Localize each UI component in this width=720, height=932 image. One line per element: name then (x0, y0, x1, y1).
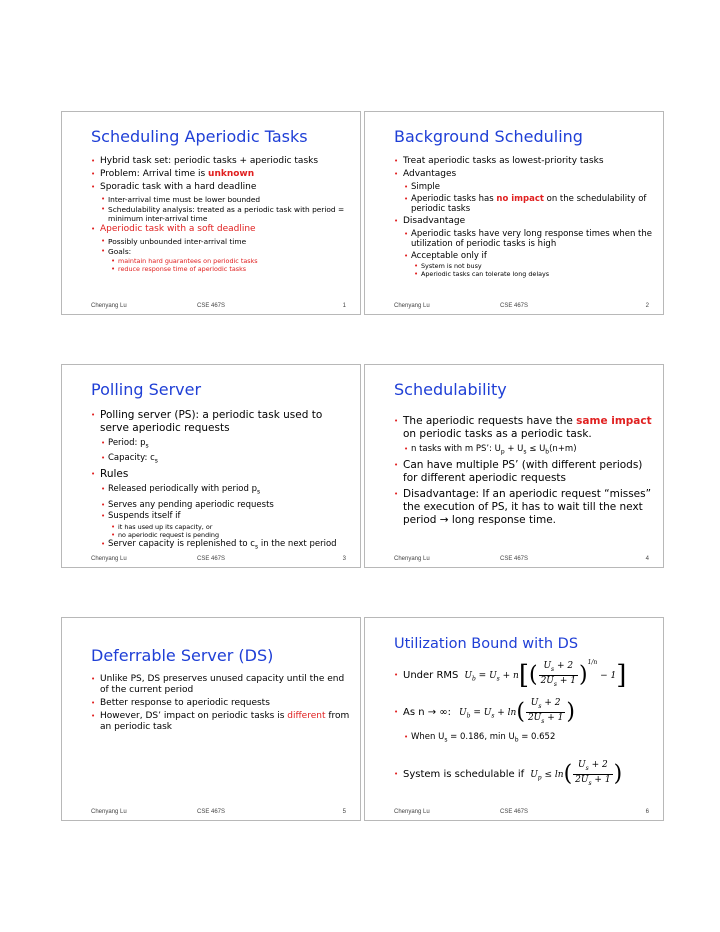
bullet: • Unlike PS, DS preserves unused capacity until the end of the current period (91, 674, 354, 696)
slide-body (394, 415, 657, 530)
bullet: • Polling server (PS): a periodic task used to serve aperiodic requests (91, 409, 354, 435)
rms-bound-equation: $U_b = U_s + n$[( $\frac{U_s + 2}{2U_s + 1}$ )$^{1/n}$ − 1] (464, 658, 627, 690)
sub-bullet: • Aperiodic tasks has no impact on the schedulability of periodic tasks (404, 194, 657, 215)
sub-bullet: • Suspends itself if (101, 511, 354, 522)
sub-bullet: • Schedulability analysis: treated as a periodic task with period = minimum inter-arrival time (101, 205, 354, 223)
slide-body (91, 409, 354, 554)
schedulability-condition-equation: $U_p \le \ln$( $\frac{U_s + 2}{2U_s + 1}$ ) (530, 759, 623, 787)
sub-bullet: • Period: $p_s$ (101, 438, 354, 452)
sub-sub-bullet: • Aperiodic tasks can tolerate long delays (414, 270, 657, 278)
slide-body (394, 156, 657, 278)
slide-body (91, 156, 354, 273)
slide-2: Background Scheduling • Treat aperiodic tasks as lowest-priority tasks • Advantages • Simple • Aperiodic tasks has no impact on the schedulability of periodic tasks • Disadvantage • Aperiodic tasks have very long response times when the utilization of periodic tasks is high • Acceptable only if • System is not busy • Aperiodic tasks can tolerate long delays Chenyang Lu CSE 467S 2 (364, 111, 664, 315)
sub-bullet: • Serves any pending aperiodic requests (101, 500, 354, 511)
sub-sub-bullet: • System is not busy (414, 262, 657, 270)
bullet: • Aperiodic task with a soft deadline (91, 224, 354, 235)
slide-title: Scheduling Aperiodic Tasks (91, 127, 308, 146)
sub-bullet: • Possibly unbounded inter-arrival time (101, 237, 354, 246)
sub-bullet: • Aperiodic tasks have very long response times when the utilization of periodic tasks is high (404, 229, 657, 250)
bullet: • System is schedulable if $U_p \le \ln$( $\frac{U_s + 2}{2U_s + 1}$ ) (394, 758, 657, 790)
bullet: • As n → ∞: $U_b = U_s + \ln$( $\frac{U_s + 2}{2U_s + 1}$ ) (394, 696, 657, 728)
slide-title: Deferrable Server (DS) (91, 646, 274, 665)
slide-title: Polling Server (91, 380, 202, 399)
sub-bullet: • Inter-arrival time must be lower bounded (101, 195, 354, 204)
sub-bullet: • Simple (404, 182, 657, 193)
sub-bullet: • Acceptable only if (404, 251, 657, 262)
sub-sub-bullet: • reduce response time of aperiodic tasks (111, 265, 354, 273)
bullet: • Sporadic task with a hard deadline (91, 182, 354, 193)
slide-3: Polling Server • Polling server (PS): a periodic task used to serve aperiodic requests • Period: $p_s$ • Capacity: $c_s$ • Rules • Released periodically with period $p_s$ • Serves any pending aperiodic requests • Suspends itself if • it has used up its capacity, or • no aperiodic request is pending • Server capacity is replenished to $c_s$ in the next period Chenyang Lu CSE 467S 3 (61, 364, 361, 568)
sub-bullet: • n tasks with m PS’: $U_p + U_s \le U_b(n+m)$ (404, 444, 657, 458)
limit-bound-equation: $U_b = U_s + \ln$( $\frac{U_s + 2}{2U_s + 1}$ ) (459, 697, 575, 725)
sub-sub-bullet: • no aperiodic request is pending (111, 531, 354, 539)
bullet: • The aperiodic requests have the same impact on periodic tasks as a periodic task. (394, 415, 657, 441)
slide-title: Schedulability (394, 380, 507, 399)
bullet: • Treat aperiodic tasks as lowest-priority tasks (394, 156, 657, 167)
bullet: • Advantages (394, 169, 657, 180)
sub-sub-bullet: • maintain hard guarantees on periodic tasks (111, 257, 354, 265)
slide-body (91, 674, 354, 735)
sub-sub-bullet: • it has used up its capacity, or (111, 523, 354, 531)
slide-5: Deferrable Server (DS) • Unlike PS, DS preserves unused capacity until the end of the current period • Better response to aperiodic requests • However, DS’ impact on periodic tasks is different from an periodic task Chenyang Lu CSE 467S 5 (61, 617, 361, 821)
bullet: • However, DS’ impact on periodic tasks is different from an periodic task (91, 711, 354, 733)
bullet: • Under RMS $U_b = U_s + n$[( $\frac{U_s + 2}{2U_s + 1}$ )$^{1/n}$ − 1] (394, 658, 657, 692)
sub-bullet: • Server capacity is replenished to $c_s$ in the next period (101, 539, 354, 553)
slide-4: Schedulability • The aperiodic requests have the same impact on periodic tasks as a periodic task. • n tasks with m PS’: $U_p + U_s \le U_b(n+m)$ • Can have multiple PS’ (with different periods) for different aperiodic requests • Disadvantage: If an aperiodic request “misses” the execution of PS, it has to wait till the next period → long response time. Chenyang Lu CSE 467S 4 (364, 364, 664, 568)
slide-body (394, 658, 657, 792)
bullet: • Disadvantage (394, 216, 657, 227)
sub-bullet: • When $U_s = 0.186$, $\min U_b = 0.652$ (404, 732, 657, 746)
sub-bullet: • Released periodically with period $p_s$ (101, 484, 354, 498)
bullet: • Hybrid task set: periodic tasks + aperiodic tasks (91, 156, 354, 167)
slide-title: Utilization Bound with DS (394, 636, 579, 652)
slide-1: Scheduling Aperiodic Tasks • Hybrid task set: periodic tasks + aperiodic tasks • Problem: Arrival time is unknown • Sporadic task with a hard deadline • Inter-arrival time must be lower bounded • Schedulability analysis: treated as a periodic task with period = minimum inter-arrival time • Aperiodic task with a soft deadline • Possibly unbounded inter-arrival time • Goals: • maintain hard guarantees on periodic tasks • reduce response time of aperiodic tasks Chenyang Lu CSE 467S 1 (61, 111, 361, 315)
sub-bullet: • Capacity: $c_s$ (101, 453, 354, 467)
sub-bullet: • Goals: (101, 247, 354, 256)
slide-title: Background Scheduling (394, 127, 583, 146)
bullet: • Disadvantage: If an aperiodic request “misses” the execution of PS, it has to wait till the next period → long response time. (394, 488, 657, 527)
bullet: • Can have multiple PS’ (with different periods) for different aperiodic requests (394, 459, 657, 485)
bullet: • Better response to aperiodic requests (91, 698, 354, 709)
bullet: • Problem: Arrival time is unknown (91, 169, 354, 180)
slide-6: Utilization Bound with DS • Under RMS $U_b = U_s + n$[( $\frac{U_s + 2}{2U_s + 1}$ )$^{1/n}$ − 1] • As n → ∞: $U_b = U_s + \ln$( $\frac{U_s + 2}{2U_s + 1}$ ) • When $U_s = 0.186$, $\min U_b = 0.652$ • System is schedulable if $U_p \le \ln$( $\frac{U_s + 2}{2U_s + 1}$ ) Chenyang Lu CSE 467S 6 (364, 617, 664, 821)
bullet: • Rules (91, 468, 354, 481)
